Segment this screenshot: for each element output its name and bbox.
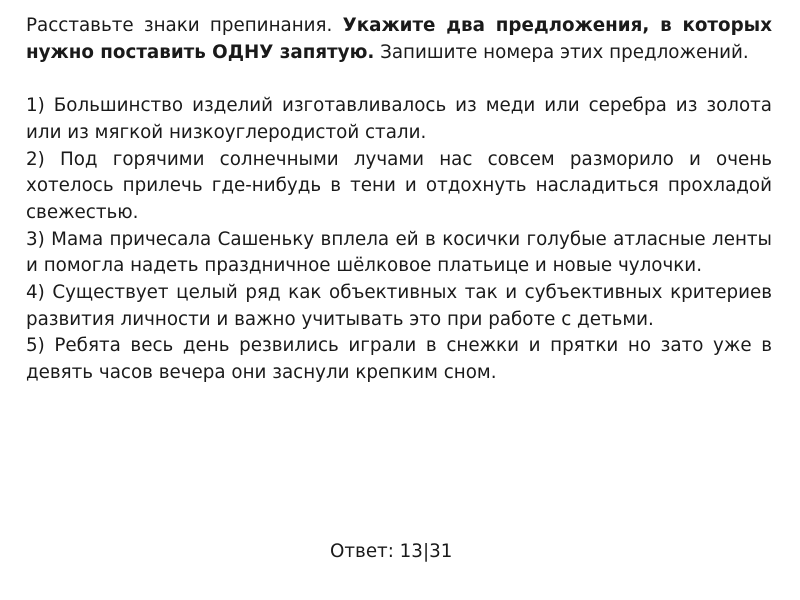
task-instruction (26, 13, 772, 66)
task-intro: Расставьте знаки препинания. (26, 15, 343, 36)
sentence-3: 3) Мама причесала Сашеньку вплела ей в косички голубые атласные ленты и помогла надеть праздничное шёлковое платьице и новые чулочки. (26, 228, 772, 277)
task-outro: Запишите номера этих предложений. (374, 41, 749, 63)
answer-line: Ответ: 13|31 (330, 541, 453, 562)
sentence-2: 2) Под горячими солнечными лучами нас совсем разморило и очень хотелось прилечь где-нибудь в тени и отдохнуть насладиться прохладой свежестью. (26, 148, 772, 223)
sentence-5: 5) Ребята весь день резвились играли в снежки и прятки но зато уже в девять часов вечера они заснули крепким сном. (26, 335, 772, 384)
exercise-text (26, 13, 772, 387)
task-emphasis: Укажите два предложения, в которых нужно поставить ОДНУ запятую. (26, 15, 772, 63)
sentence-1: 1) Большинство изделий изготавливалось из меди или серебра из золота или из мягкой низкоуглеродистой стали. (26, 95, 772, 143)
sentence-4: 4) Существует целый ряд как объективных так и субъективных критериев развития личности и важно учитывать это при работе с детьми. (26, 282, 772, 330)
